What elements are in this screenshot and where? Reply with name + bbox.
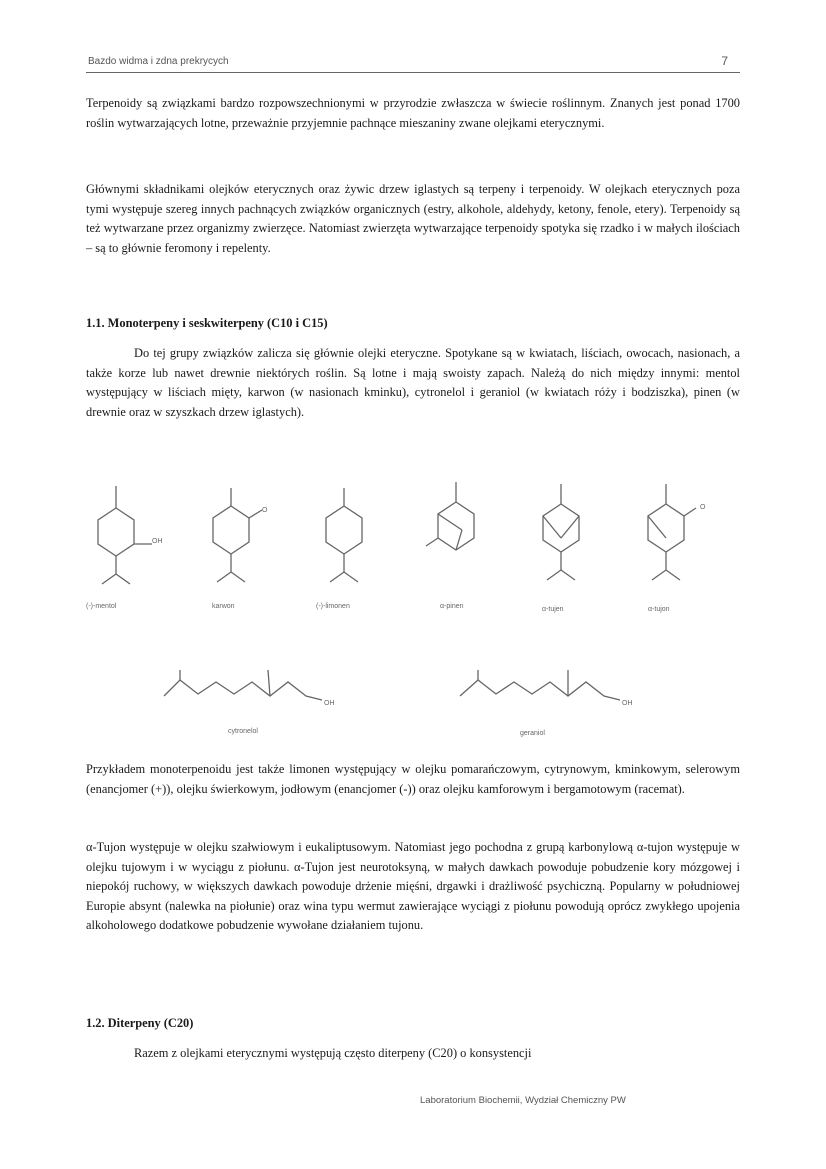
citronellol-chain [164, 680, 322, 700]
carvone-structure [213, 488, 262, 582]
page-number: 7 [721, 54, 728, 68]
menthol-structure [98, 486, 152, 584]
geraniol-oh: OH [622, 700, 633, 707]
paragraph-2: Głównymi składnikami olejków eterycznych oraz żywic drzew iglastych są terpeny i terpenoidy. W olejkach eterycznych poza tymi występuje szereg innych pachnących związków organicznych (estry, alkohole, aldehydy, ketony, fenole, etery). Terpenoidy są też wytwarzane przez organizmy zwierzęce. Natomiast zwierzęta wytwarzające terpenoidy spotyka się rzadko i w małych ilościach – są to głównie feromony i repelenty. [86, 182, 740, 255]
paragraph-thujone [86, 838, 740, 936]
thujene-structure [543, 484, 579, 580]
running-header [86, 54, 740, 73]
citronellol-oh: OH [324, 700, 335, 707]
paragraph-limonene [86, 760, 740, 799]
heading-diterpenes: 1.2. Diterpeny (C20) [86, 1016, 194, 1030]
footer-text: Laboratorium Biochemii, Wydział Chemiczny PW [420, 1095, 626, 1106]
hydroxyl-label: OH [152, 538, 163, 545]
paragraph-1: Terpenoidy są związkami bardzo rozpowszechnionymi w przyrodzie zwłaszcza w świecie roślinnym. Znanych jest ponad 1700 roślin wytwarzających lotne, przeważnie przyjemnie pachnące mieszaniny zwane olejkami eterycznymi. [86, 96, 740, 130]
caption-thujene: α-tujen [542, 606, 564, 613]
header-title: Bazdo widma i zdna prekrycych [88, 56, 229, 67]
caption-carvone: karwon [212, 603, 235, 610]
thujone-structure [648, 484, 696, 580]
thujone-oxygen: O [700, 504, 706, 511]
limonene-structure [326, 488, 362, 582]
section-heading-1 [86, 314, 740, 334]
paragraph-6: Razem z olejkami eterycznymi występują często diterpeny (C20) o konsystencji [134, 1046, 532, 1060]
section-heading-2 [86, 1014, 740, 1034]
pinene-structure [426, 482, 474, 550]
paragraph-oils [86, 180, 740, 258]
acyclic-structures-row [160, 660, 660, 720]
paragraph-intro [86, 94, 740, 133]
caption-pinene: α-pinen [440, 603, 464, 610]
caption-menthol: (-)-mentol [86, 603, 117, 610]
paragraph-4: Przykładem monoterpenoidu jest także limonen występujący w olejku pomarańczowym, cytrynowym, kminkowym, selerowym (enancjomer (+)), olejku świerkowym, jodłowym (enancjomer (-)) oraz olejku kamforowym i bergamotowym (racemat). [86, 762, 740, 796]
carvone-oxygen: O [262, 507, 268, 514]
caption-thujone: α-tujon [648, 606, 670, 613]
caption-geraniol: geraniol [520, 730, 545, 737]
caption-citronellol: cytronelol [228, 728, 258, 735]
paragraph-3: Do tej grupy związków zalicza się głównie olejki eteryczne. Spotykane są w kwiatach, liściach, owocach, nasionach, a także korze lub nawet drewnie niektórych roślin. Są lotne i mają swoisty zapach. Należą do nich między innymi: mentol występujący w liściach mięty, karwon (w nasionach kminku), cytronelol i geraniol (w kwiatach róży i bodziszka), pinen (w drewnie oraz w szyszkach drzew iglastych). [86, 346, 740, 419]
heading-monoterpenes: 1.1. Monoterpeny i seskwiterpeny (C10 i C15) [86, 316, 328, 330]
paragraph-5: α-Tujon występuje w olejku szałwiowym i eukaliptusowym. Natomiast jego pochodna z grupą karbonylową α-tujon występuje w olejku tujowym i w wyciągu z piołunu. α-Tujon jest neurotoksyną, w małych dawkach powoduje pobudzenie kory mózgowej i niepokój ruchowy, w większych dawkach powoduje drżenie mięśni, drgawki i drażliwość psychiczną. Popularny w południowej Europie absynt (nalewka na piołunie) oraz wina typu wermut zawierające wyciągi z piołunu powodują oprócz zwykłego upojenia alkoholowego dodatkowe pobudzenie wywołane działaniem tujonu. [86, 840, 740, 933]
caption-limonene: (-)-limonen [316, 603, 350, 610]
paragraph-monoterpenes [86, 344, 740, 422]
geraniol-chain [460, 680, 620, 700]
paragraph-diterpenes [86, 1044, 740, 1064]
monoterpene-structures-row [86, 478, 740, 618]
